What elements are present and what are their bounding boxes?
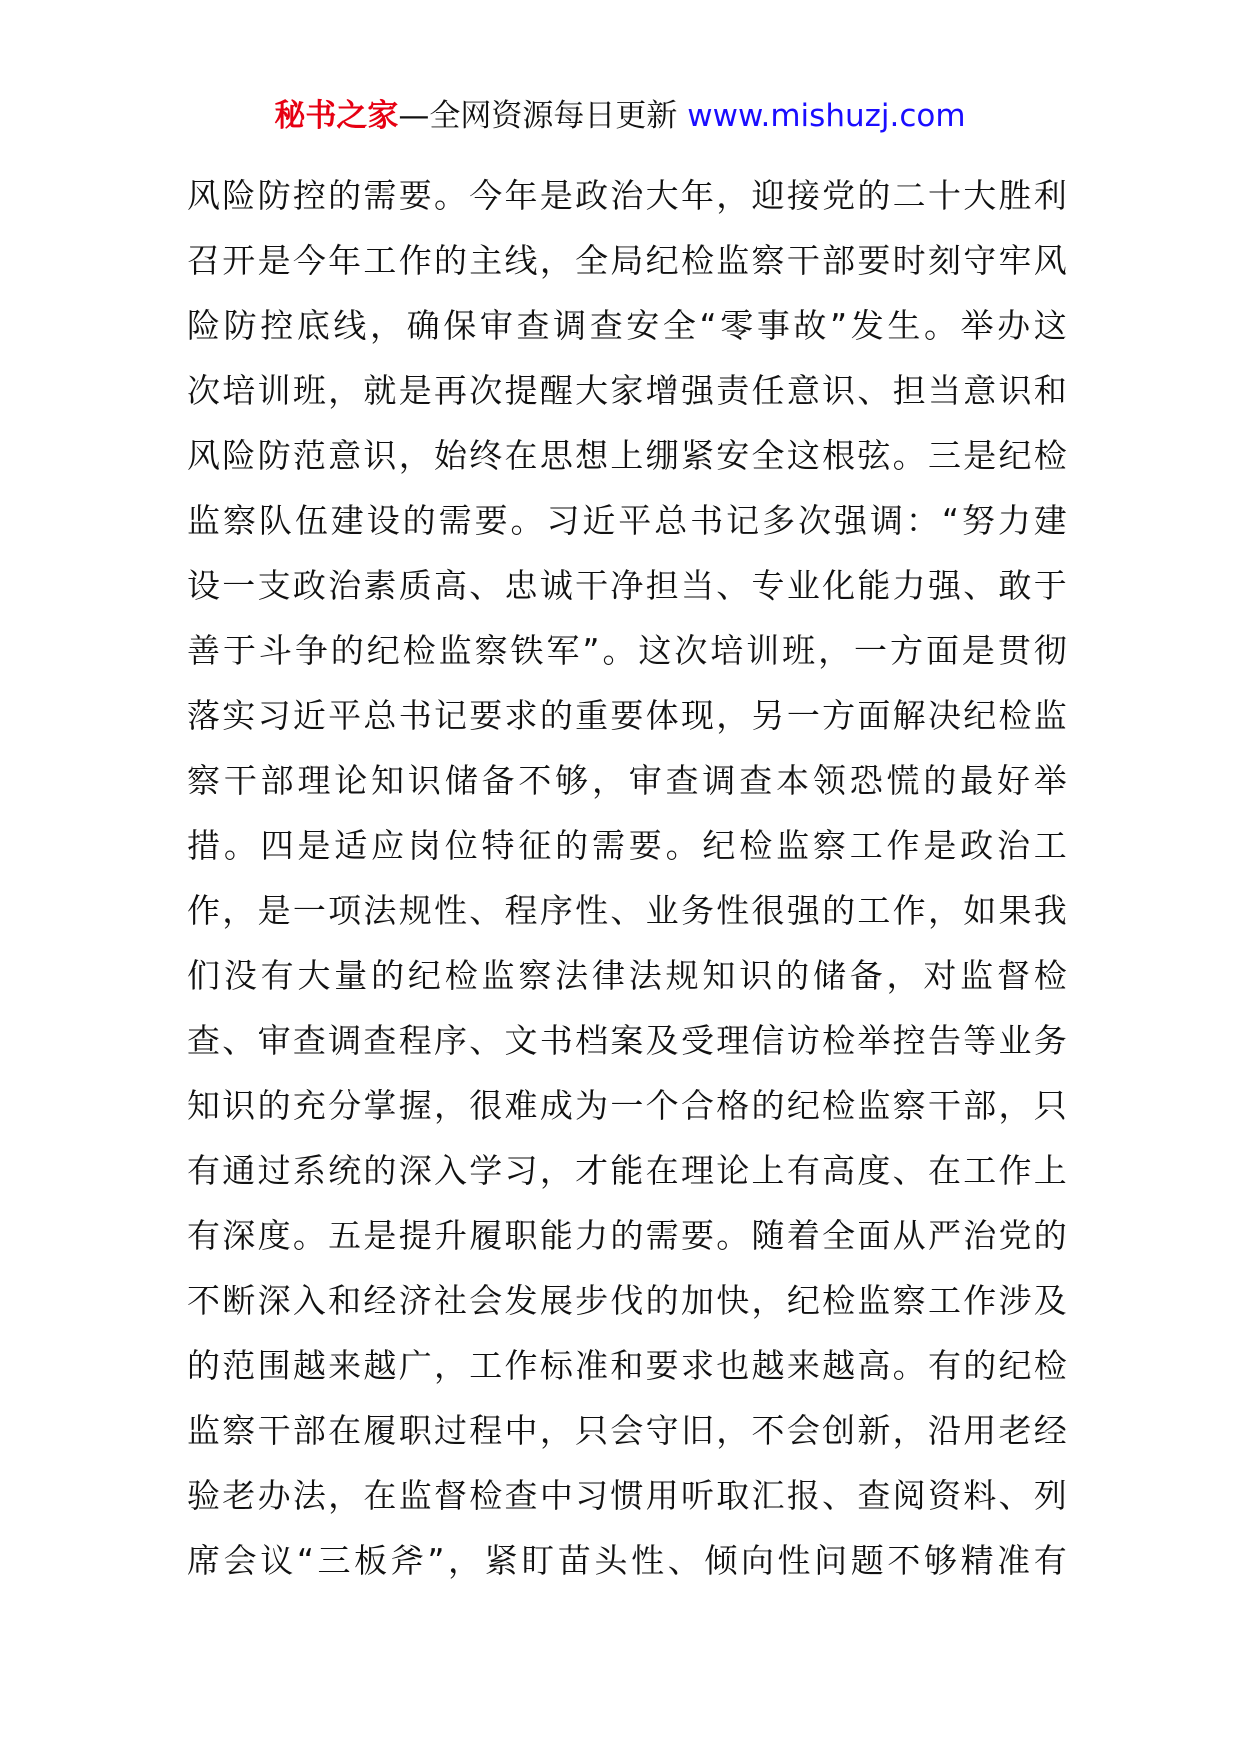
text-line: 设一支政治素质高、忠诚干净担当、专业化能力强、敢于	[187, 566, 1067, 605]
text-line: 善于斗争的纪检监察铁军”。这次培训班，一方面是贯彻	[187, 631, 1067, 670]
site-url-link[interactable]: www.mishuzj.com	[687, 98, 966, 134]
text-line: 有通过系统的深入学习，才能在理论上有高度、在工作上	[187, 1151, 1067, 1190]
text-line: 察干部理论知识储备不够，审查调查本领恐慌的最好举	[187, 761, 1067, 800]
text-line: 不断深入和经济社会发展步伐的加快，纪检监察工作涉及	[187, 1281, 1067, 1320]
text-line: 次培训班，就是再次提醒大家增强责任意识、担当意识和	[187, 371, 1067, 410]
text-line: 风险防控的需要。今年是政治大年，迎接党的二十大胜利	[187, 176, 1067, 215]
text-line: 作，是一项法规性、程序性、业务性很强的工作，如果我	[187, 891, 1067, 930]
site-tagline: —全网资源每日更新	[398, 98, 688, 134]
text-line: 监察干部在履职过程中，只会守旧，不会创新，沿用老经	[187, 1411, 1067, 1450]
text-line: 们没有大量的纪检监察法律法规知识的储备，对监督检	[187, 956, 1067, 995]
text-line: 召开是今年工作的主线，全局纪检监察干部要时刻守牢风	[187, 241, 1067, 280]
site-brand: 秘书之家	[274, 98, 399, 134]
text-line: 监察队伍建设的需要。习近平总书记多次强调：“努力建	[187, 501, 1067, 540]
text-line: 落实习近平总书记要求的重要体现，另一方面解决纪检监	[187, 696, 1067, 735]
text-line: 知识的充分掌握，很难成为一个合格的纪检监察干部，只	[187, 1086, 1067, 1125]
text-line: 风险防范意识，始终在思想上绷紧安全这根弦。三是纪检	[187, 436, 1067, 475]
text-line: 措。四是适应岗位特征的需要。纪检监察工作是政治工	[187, 826, 1067, 865]
text-line: 有深度。五是提升履职能力的需要。随着全面从严治党的	[187, 1216, 1067, 1255]
text-line: 席会议“三板斧”，紧盯苗头性、倾向性问题不够精准有	[187, 1541, 1067, 1580]
text-line: 查、审查调查程序、文书档案及受理信访检举控告等业务	[187, 1021, 1067, 1060]
text-line: 险防控底线，确保审查调查安全“零事故”发生。举办这	[187, 306, 1067, 345]
page-header	[0, 96, 1240, 136]
text-line: 验老办法，在监督检查中习惯用听取汇报、查阅资料、列	[187, 1476, 1067, 1515]
document-body	[187, 163, 1067, 1593]
text-line: 的范围越来越广，工作标准和要求也越来越高。有的纪检	[187, 1346, 1067, 1385]
